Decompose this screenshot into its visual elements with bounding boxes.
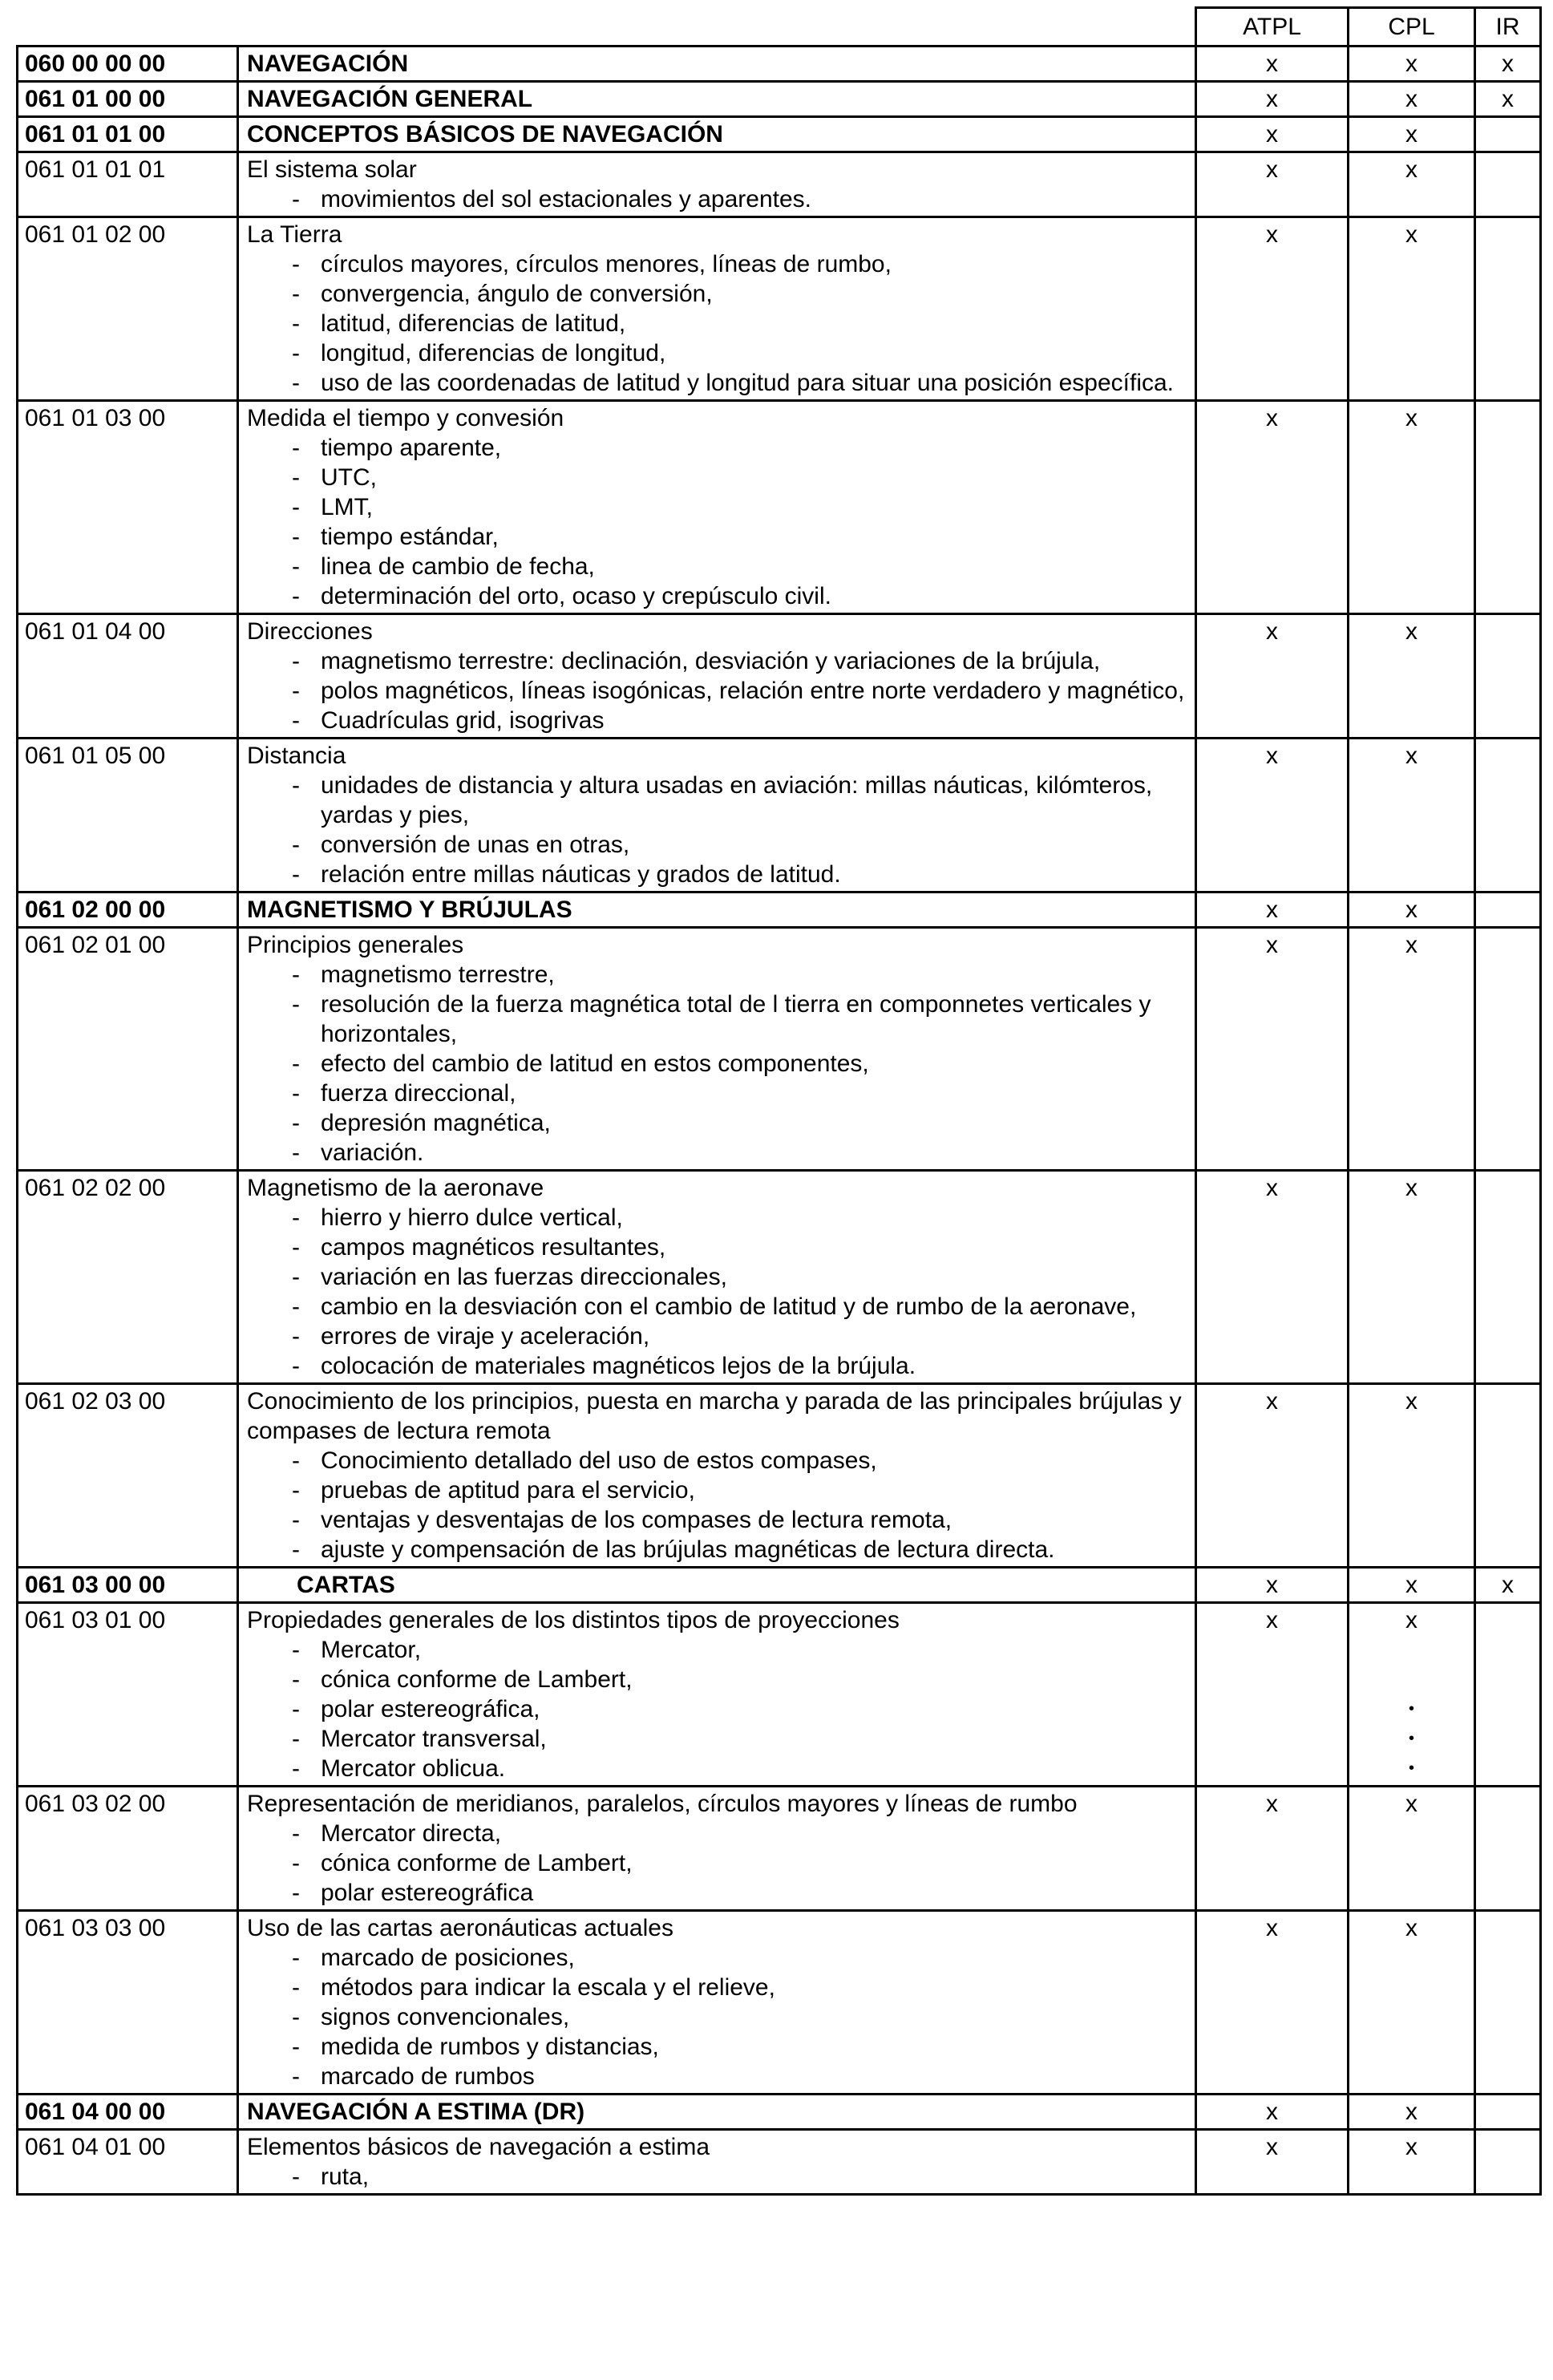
x-mark: x <box>1266 221 1278 248</box>
row-description <box>238 1603 1196 1787</box>
x-mark: x <box>1266 1572 1278 1598</box>
dash: - <box>292 1323 300 1350</box>
syllabus-body <box>18 47 1541 2195</box>
row-title: Distancia <box>247 743 346 769</box>
table-row <box>18 2095 1541 2130</box>
mark-cpl <box>1349 1568 1475 1603</box>
table-row <box>18 1171 1541 1384</box>
row-item: - tiempo aparente, <box>292 435 502 461</box>
mark-atpl <box>1196 1384 1349 1568</box>
x-mark: x <box>1405 897 1418 923</box>
dash: - <box>292 2004 300 2030</box>
mark-cpl <box>1349 82 1475 117</box>
row-description <box>238 1568 1196 1603</box>
row-item: - latitud, diferencias de latitud, <box>292 310 626 337</box>
mark-ir <box>1475 152 1541 217</box>
dash: - <box>292 1507 300 1533</box>
row-item: - depresión magnética, <box>292 1110 551 1136</box>
mark-ir <box>1475 82 1541 117</box>
row-title: Principios generales <box>247 932 464 958</box>
row-item: - UTC, <box>292 464 377 491</box>
mark-atpl <box>1196 1787 1349 1911</box>
row-title: NAVEGACIÓN <box>247 51 409 77</box>
row-code: 061 01 02 00 <box>18 217 238 401</box>
mark-cpl <box>1349 892 1475 928</box>
row-item: - movimientos del sol estacionales y aparentes. <box>292 186 811 212</box>
row-description <box>238 1787 1196 1911</box>
row-description <box>238 739 1196 892</box>
dash: - <box>292 1726 300 1752</box>
row-item: - campos magnéticos resultantes, <box>292 1234 666 1261</box>
dash: - <box>292 2034 300 2060</box>
row-item: - conversión de unas en otras, <box>292 832 630 858</box>
x-mark: x <box>1266 1791 1278 1817</box>
x-mark: x <box>1502 86 1514 112</box>
row-item: - cambio en la desviación con el cambio de latitud y de rumbo de la aeronave, <box>292 1293 1137 1320</box>
mark-cpl <box>1349 152 1475 217</box>
row-item: - relación entre millas náuticas y grados de latitud. <box>292 861 841 888</box>
row-item: - marcado de posiciones, <box>292 1945 575 1971</box>
row-item: - Mercator transversal, <box>292 1726 547 1752</box>
mark-cpl <box>1349 1603 1475 1787</box>
mark-atpl <box>1196 1911 1349 2095</box>
dash: - <box>292 1880 300 1906</box>
row-code: 061 02 03 00 <box>18 1384 238 1568</box>
x-mark: x <box>1266 932 1278 958</box>
table-row <box>18 152 1541 217</box>
row-code: 061 03 01 00 <box>18 1603 238 1787</box>
row-title: Magnetismo de la aeronave <box>247 1175 544 1201</box>
mark-cpl <box>1349 1171 1475 1384</box>
row-item: - ventajas y desventajas de los compases de lectura remota, <box>292 1507 952 1533</box>
dash: - <box>292 1850 300 1876</box>
dash: - <box>292 1234 300 1261</box>
mark-cpl <box>1349 47 1475 82</box>
row-code: 061 03 03 00 <box>18 1911 238 2095</box>
dash: - <box>292 2063 300 2090</box>
row-item: - Cuadrículas grid, isogrivas <box>292 707 605 734</box>
dash: - <box>292 370 300 396</box>
mark-ir <box>1475 217 1541 401</box>
table-row <box>18 2130 1541 2195</box>
mark-ir <box>1475 47 1541 82</box>
dash: - <box>292 1974 300 2001</box>
dash: - <box>292 648 300 674</box>
x-mark: x <box>1266 1607 1278 1633</box>
mark-ir <box>1475 2130 1541 2195</box>
dash: - <box>292 494 300 520</box>
x-mark: x <box>1266 156 1278 183</box>
x-mark: x <box>1405 1607 1418 1633</box>
mark-atpl <box>1196 892 1349 928</box>
row-code: 061 02 02 00 <box>18 1171 238 1384</box>
row-code: 061 02 01 00 <box>18 928 238 1171</box>
row-description <box>238 2095 1196 2130</box>
col-header-ir: IR <box>1475 8 1541 47</box>
mark-atpl <box>1196 217 1349 401</box>
x-mark: x <box>1502 1572 1514 1598</box>
dash: - <box>292 1637 300 1663</box>
row-code: 060 00 00 00 <box>18 47 238 82</box>
x-mark: x <box>1405 932 1418 958</box>
dash: - <box>292 435 300 461</box>
dash: - <box>292 524 300 550</box>
row-title: Conocimiento de los principios, puesta en marcha y parada de las principales brújulas y compases de lectura remota <box>247 1388 1182 1444</box>
mark-atpl <box>1196 82 1349 117</box>
bullet-mark: • <box>1408 1730 1414 1747</box>
header-blank-description <box>238 8 1196 47</box>
row-item: - magnetismo terrestre: declinación, desviación y variaciones de la brújula, <box>292 648 1101 674</box>
table-row <box>18 117 1541 152</box>
row-description <box>238 82 1196 117</box>
x-mark: x <box>1266 618 1278 645</box>
table-row <box>18 47 1541 82</box>
dash: - <box>292 772 300 799</box>
x-mark: x <box>1405 51 1418 77</box>
row-item: - círculos mayores, círculos menores, líneas de rumbo, <box>292 251 892 277</box>
row-title: MAGNETISMO Y BRÚJULAS <box>247 897 572 923</box>
dash: - <box>292 1264 300 1290</box>
dash: - <box>292 832 300 858</box>
dash: - <box>292 1204 300 1231</box>
row-description <box>238 1171 1196 1384</box>
row-item: - polar estereográfica <box>292 1880 534 1906</box>
x-mark: x <box>1405 156 1418 183</box>
x-mark: x <box>1266 2099 1278 2125</box>
row-code: 061 01 01 01 <box>18 152 238 217</box>
mark-cpl <box>1349 217 1475 401</box>
mark-cpl <box>1349 739 1475 892</box>
mark-ir <box>1475 614 1541 739</box>
row-code: 061 01 01 00 <box>18 117 238 152</box>
x-mark: x <box>1502 51 1514 77</box>
mark-atpl <box>1196 401 1349 614</box>
row-description <box>238 401 1196 614</box>
mark-ir <box>1475 401 1541 614</box>
row-code: 061 04 00 00 <box>18 2095 238 2130</box>
row-item: - uso de las coordenadas de latitud y longitud para situar una posición específica. <box>292 370 1175 396</box>
dash: - <box>292 186 300 212</box>
row-description <box>238 614 1196 739</box>
dash: - <box>292 1293 300 1320</box>
mark-atpl <box>1196 614 1349 739</box>
row-description <box>238 2130 1196 2195</box>
mark-atpl <box>1196 2095 1349 2130</box>
mark-atpl <box>1196 117 1349 152</box>
row-item: - resolución de la fuerza magnética total de l tierra en componnetes verticales y horizontales, <box>292 991 1151 1047</box>
row-code: 061 01 04 00 <box>18 614 238 739</box>
dash: - <box>292 1696 300 1722</box>
dash: - <box>292 583 300 609</box>
table-row <box>18 1568 1541 1603</box>
table-row <box>18 614 1541 739</box>
row-title: Uso de las cartas aeronáuticas actuales <box>247 1915 673 1941</box>
col-header-atpl: ATPL <box>1196 8 1349 47</box>
row-item: - errores de viraje y aceleración, <box>292 1323 650 1350</box>
table-row <box>18 217 1541 401</box>
table-row <box>18 1384 1541 1568</box>
row-item: - magnetismo terrestre, <box>292 961 555 988</box>
x-mark: x <box>1405 121 1418 148</box>
row-title: Propiedades generales de los distintos tipos de proyecciones <box>247 1607 900 1633</box>
mark-ir <box>1475 892 1541 928</box>
row-item: - variación en las fuerzas direccionales, <box>292 1264 727 1290</box>
mark-ir <box>1475 1603 1541 1787</box>
header-blank-code <box>18 8 238 47</box>
dash: - <box>292 553 300 580</box>
dash: - <box>292 961 300 988</box>
x-mark: x <box>1405 1572 1418 1598</box>
mark-atpl <box>1196 2130 1349 2195</box>
dash: - <box>292 281 300 307</box>
mark-ir <box>1475 739 1541 892</box>
mark-ir <box>1475 1384 1541 1568</box>
dash: - <box>292 251 300 277</box>
mark-cpl <box>1349 614 1475 739</box>
table-row <box>18 1603 1541 1787</box>
mark-cpl <box>1349 1911 1475 2095</box>
row-item: - Mercator oblicua. <box>292 1755 506 1782</box>
mark-ir <box>1475 1911 1541 2095</box>
mark-cpl <box>1349 2130 1475 2195</box>
header-row <box>18 8 1541 47</box>
row-item: - cónica conforme de Lambert, <box>292 1666 633 1693</box>
x-mark: x <box>1266 121 1278 148</box>
mark-atpl <box>1196 47 1349 82</box>
row-item: - determinación del orto, ocaso y crepúsculo civil. <box>292 583 831 609</box>
dash: - <box>292 1666 300 1693</box>
x-mark: x <box>1266 1915 1278 1941</box>
row-item: - fuerza direccional, <box>292 1080 516 1107</box>
table-row <box>18 739 1541 892</box>
row-title: NAVEGACIÓN A ESTIMA (DR) <box>247 2099 585 2125</box>
dash: - <box>292 340 300 366</box>
row-code: 061 04 01 00 <box>18 2130 238 2195</box>
dash: - <box>292 1139 300 1166</box>
row-item: - LMT, <box>292 494 374 520</box>
row-description <box>238 1384 1196 1568</box>
dash: - <box>292 310 300 337</box>
x-mark: x <box>1405 2134 1418 2160</box>
x-mark: x <box>1405 221 1418 248</box>
x-mark: x <box>1266 1175 1278 1201</box>
mark-ir <box>1475 1568 1541 1603</box>
dash: - <box>292 1447 300 1474</box>
x-mark: x <box>1405 86 1418 112</box>
bullet-mark: • <box>1408 1759 1414 1777</box>
row-item: - polar estereográfica, <box>292 1696 540 1722</box>
row-code: 061 01 03 00 <box>18 401 238 614</box>
row-title: Elementos básicos de navegación a estima <box>247 2134 710 2160</box>
row-item: - variación. <box>292 1139 424 1166</box>
dash: - <box>292 1050 300 1077</box>
dash: - <box>292 1755 300 1782</box>
row-item: - ruta, <box>292 2163 370 2190</box>
mark-cpl <box>1349 401 1475 614</box>
mark-spacer <box>1349 1665 1474 1694</box>
row-description <box>238 152 1196 217</box>
row-item: - métodos para indicar la escala y el relieve, <box>292 1974 775 2001</box>
mark-cpl <box>1349 2095 1475 2130</box>
row-item: - polos magnéticos, líneas isogónicas, relación entre norte verdadero y magnético, <box>292 678 1185 704</box>
row-description <box>238 1911 1196 2095</box>
row-item: - unidades de distancia y altura usadas en aviación: millas náuticas, kilómteros, yardas y pies, <box>292 772 1153 828</box>
mark-cpl <box>1349 1384 1475 1568</box>
row-title: CARTAS <box>297 1572 395 1598</box>
row-title: Representación de meridianos, paralelos, círculos mayores y líneas de rumbo <box>247 1791 1078 1817</box>
row-item: - Conocimiento detallado del uso de estos compases, <box>292 1447 877 1474</box>
row-item: - tiempo estándar, <box>292 524 499 550</box>
row-item: - convergencia, ángulo de conversión, <box>292 281 713 307</box>
dash: - <box>292 707 300 734</box>
mark-atpl <box>1196 1568 1349 1603</box>
row-code: 061 01 00 00 <box>18 82 238 117</box>
mark-ir <box>1475 1787 1541 1911</box>
row-item: - linea de cambio de fecha, <box>292 553 595 580</box>
mark-cpl <box>1349 1787 1475 1911</box>
bullet-mark: • <box>1408 1700 1414 1718</box>
row-code: 061 03 00 00 <box>18 1568 238 1603</box>
row-item: - signos convencionales, <box>292 2004 570 2030</box>
table-row <box>18 1911 1541 2095</box>
x-mark: x <box>1266 897 1278 923</box>
x-mark: x <box>1266 86 1278 112</box>
mark-cpl <box>1349 928 1475 1171</box>
x-mark: x <box>1405 1175 1418 1201</box>
row-code: 061 03 02 00 <box>18 1787 238 1911</box>
mark-atpl <box>1196 1603 1349 1787</box>
table-row <box>18 82 1541 117</box>
row-item: - longitud, diferencias de longitud, <box>292 340 666 366</box>
dash: - <box>292 861 300 888</box>
dash: - <box>292 1353 300 1379</box>
mark-cpl <box>1349 117 1475 152</box>
x-mark: x <box>1266 1388 1278 1415</box>
dash: - <box>292 1536 300 1563</box>
mark-atpl <box>1196 928 1349 1171</box>
x-mark: x <box>1266 2134 1278 2160</box>
dash: - <box>292 1820 300 1847</box>
x-mark: x <box>1405 2099 1418 2125</box>
row-item: - colocación de materiales magnéticos lejos de la brújula. <box>292 1353 916 1379</box>
dash: - <box>292 1945 300 1971</box>
row-code: 061 01 05 00 <box>18 739 238 892</box>
row-description <box>238 928 1196 1171</box>
dash: - <box>292 2163 300 2190</box>
row-item: - ajuste y compensación de las brújulas magnéticas de lectura directa. <box>292 1536 1055 1563</box>
row-item: - marcado de rumbos <box>292 2063 535 2090</box>
x-mark: x <box>1405 405 1418 431</box>
table-row <box>18 401 1541 614</box>
row-description <box>238 47 1196 82</box>
dash: - <box>292 1477 300 1504</box>
row-description <box>238 892 1196 928</box>
row-item: - Mercator directa, <box>292 1820 502 1847</box>
row-item: - pruebas de aptitud para el servicio, <box>292 1477 695 1504</box>
row-title: Direcciones <box>247 618 373 645</box>
x-mark: x <box>1405 1791 1418 1817</box>
table-row <box>18 892 1541 928</box>
row-code: 061 02 00 00 <box>18 892 238 928</box>
row-item: - medida de rumbos y distancias, <box>292 2034 659 2060</box>
mark-atpl <box>1196 152 1349 217</box>
x-mark: x <box>1405 1388 1418 1415</box>
x-mark: x <box>1266 405 1278 431</box>
row-item: - Mercator, <box>292 1637 422 1663</box>
row-title: NAVEGACIÓN GENERAL <box>247 86 533 112</box>
table-row <box>18 1787 1541 1911</box>
row-title: La Tierra <box>247 221 342 248</box>
table-row <box>18 928 1541 1171</box>
row-item: - efecto del cambio de latitud en estos componentes, <box>292 1050 869 1077</box>
dash: - <box>292 678 300 704</box>
mark-ir <box>1475 1171 1541 1384</box>
mark-spacer <box>1349 1635 1474 1665</box>
row-description <box>238 117 1196 152</box>
row-item: - cónica conforme de Lambert, <box>292 1850 633 1876</box>
col-header-cpl: CPL <box>1349 8 1475 47</box>
row-item: - hierro y hierro dulce vertical, <box>292 1204 623 1231</box>
x-mark: x <box>1405 618 1418 645</box>
dash: - <box>292 991 300 1018</box>
dash: - <box>292 1080 300 1107</box>
row-title: CONCEPTOS BÁSICOS DE NAVEGACIÓN <box>247 121 723 148</box>
row-title: Medida el tiempo y convesión <box>247 405 564 431</box>
dash: - <box>292 464 300 491</box>
x-mark: x <box>1405 1915 1418 1941</box>
x-mark: x <box>1266 51 1278 77</box>
mark-ir <box>1475 117 1541 152</box>
x-mark: x <box>1405 743 1418 769</box>
mark-ir <box>1475 2095 1541 2130</box>
dash: - <box>292 1110 300 1136</box>
row-description <box>238 217 1196 401</box>
mark-atpl <box>1196 1171 1349 1384</box>
row-title: El sistema solar <box>247 156 417 183</box>
x-mark: x <box>1266 743 1278 769</box>
mark-ir <box>1475 928 1541 1171</box>
mark-atpl <box>1196 739 1349 892</box>
syllabus-table <box>16 6 1542 2196</box>
